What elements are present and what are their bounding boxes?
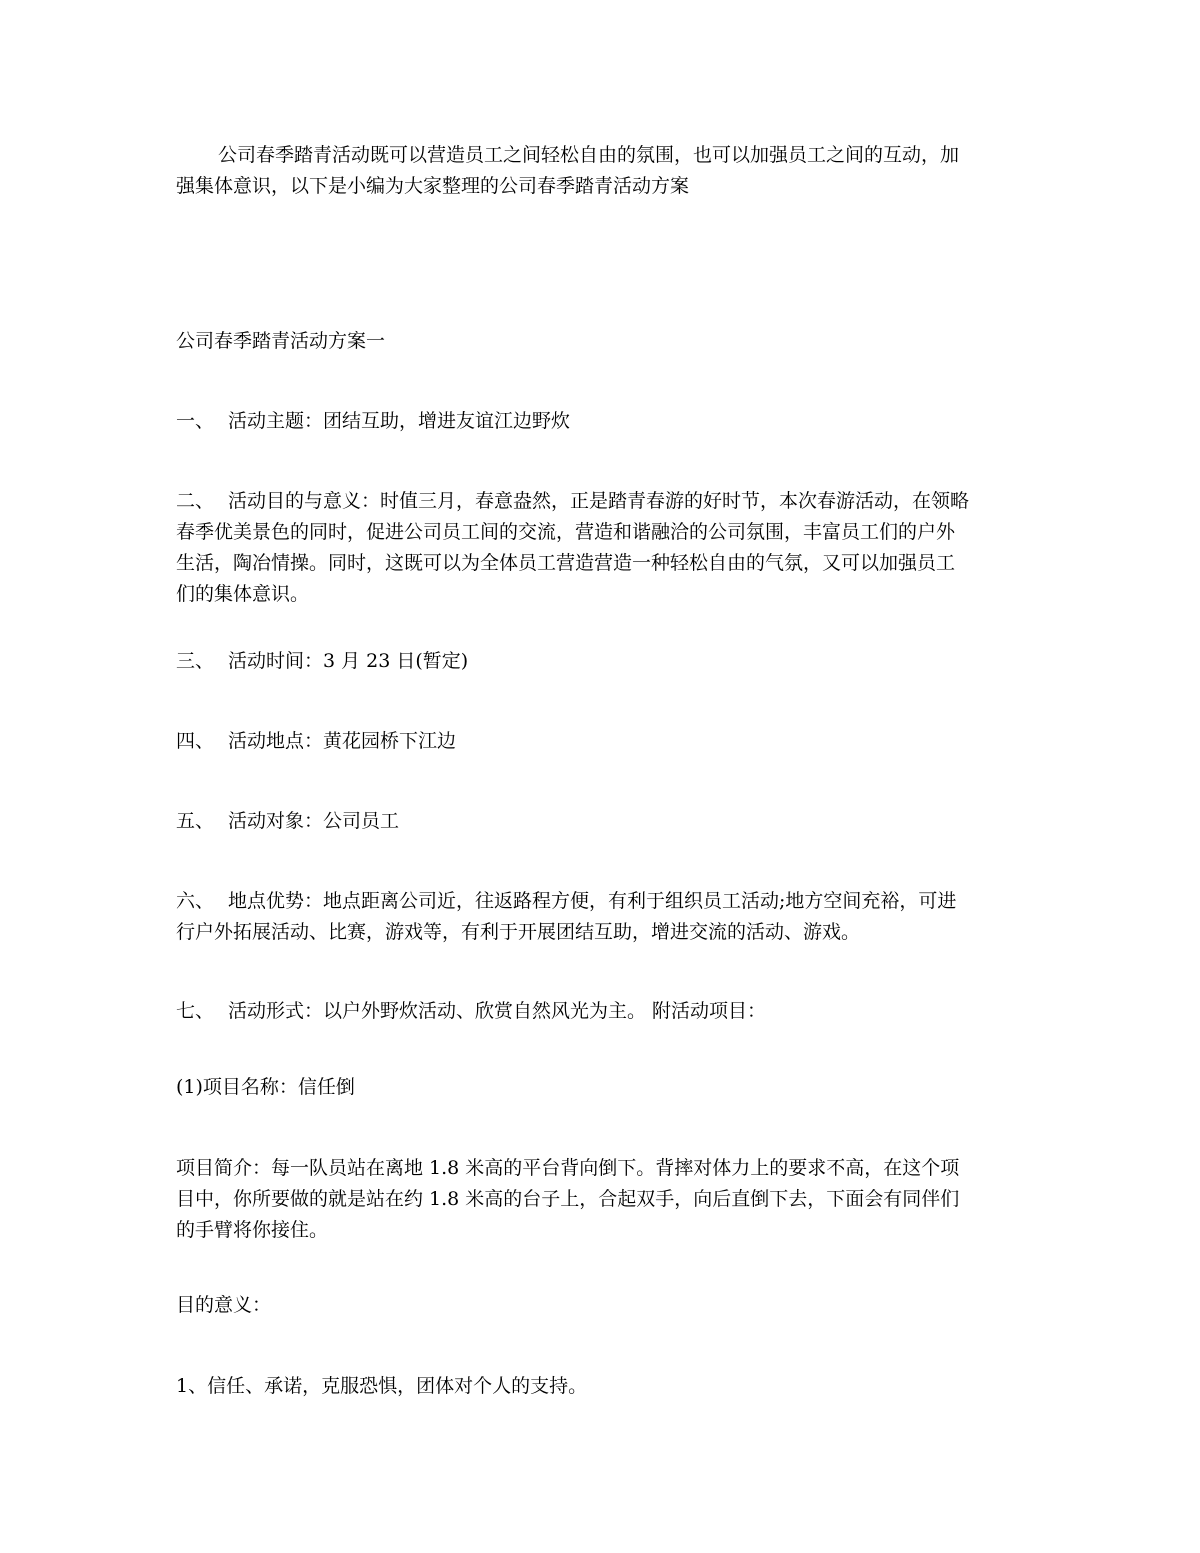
item-1-number: 一、 — [176, 410, 215, 432]
item-3 — [176, 646, 1036, 677]
item-7-number: 七、 — [176, 1000, 215, 1022]
item-3-number: 三、 — [176, 650, 215, 672]
purpose-item-1: 1、信任、承诺，克服恐惧，团体对个人的支持。 — [176, 1375, 588, 1397]
project-intro-line-2: 目中，你所要做的就是站在约 1.8 米高的台子上，合起双手，向后直倒下去，下面会有同伴们 — [176, 1188, 960, 1210]
item-5 — [176, 806, 1036, 837]
section-title: 公司春季踏青活动方案一 — [176, 330, 386, 352]
item-2-line-1: 活动目的与意义：时值三月，春意盎然，正是踏青春游的好时节，本次春游活动，在领略 — [228, 490, 970, 512]
intro-line-1: 公司春季踏青活动既可以营造员工之间轻松自由的氛围，也可以加强员工之间的互动，加 — [218, 144, 960, 166]
item-4-number: 四、 — [176, 730, 215, 752]
item-7-text: 活动形式：以户外野炊活动、欣赏自然风光为主。 附活动项目： — [228, 1000, 767, 1022]
project-name: (1)项目名称：信任倒 — [176, 1076, 355, 1098]
item-6-number: 六、 — [176, 890, 215, 912]
project-intro-line-3: 的手臂将你接住。 — [176, 1219, 329, 1241]
project-intro — [176, 1153, 1036, 1246]
item-1 — [176, 406, 1036, 437]
item-2 — [176, 486, 1036, 610]
item-6-line-2: 行户外拓展活动、比赛，游戏等，有利于开展团结互助，增进交流的活动、游戏。 — [176, 921, 861, 943]
item-7 — [176, 996, 1036, 1027]
item-4-text: 活动地点：黄花园桥下江边 — [228, 730, 457, 752]
item-5-text: 活动对象：公司员工 — [228, 810, 400, 832]
intro-paragraph — [176, 140, 1036, 202]
item-2-line-4: 们的集体意识。 — [176, 583, 310, 605]
item-6-line-1: 地点优势：地点距离公司近，往返路程方便，有利于组织员工活动;地方空间充裕，可进 — [228, 890, 957, 912]
item-3-text: 活动时间：3 月 23 日(暂定) — [228, 650, 469, 672]
item-1-text: 活动主题：团结互助，增进友谊江边野炊 — [228, 410, 571, 432]
purpose-heading: 目的意义： — [176, 1294, 272, 1316]
item-6 — [176, 886, 1036, 948]
item-2-line-2: 春季优美景色的同时，促进公司员工间的交流，营造和谐融洽的公司氛围，丰富员工们的户外 — [176, 521, 956, 543]
item-5-number: 五、 — [176, 810, 215, 832]
item-2-line-3: 生活，陶冶情操。同时，这既可以为全体员工营造营造一种轻松自由的气氛，又可以加强员工 — [176, 552, 956, 574]
intro-line-2: 强集体意识，以下是小编为大家整理的公司春季踏青活动方案 — [176, 175, 690, 197]
project-intro-line-1: 项目简介：每一队员站在离地 1.8 米高的平台背向倒下。背摔对体力上的要求不高，在这个项 — [176, 1157, 960, 1179]
item-4 — [176, 726, 1036, 757]
item-2-number: 二、 — [176, 490, 215, 512]
